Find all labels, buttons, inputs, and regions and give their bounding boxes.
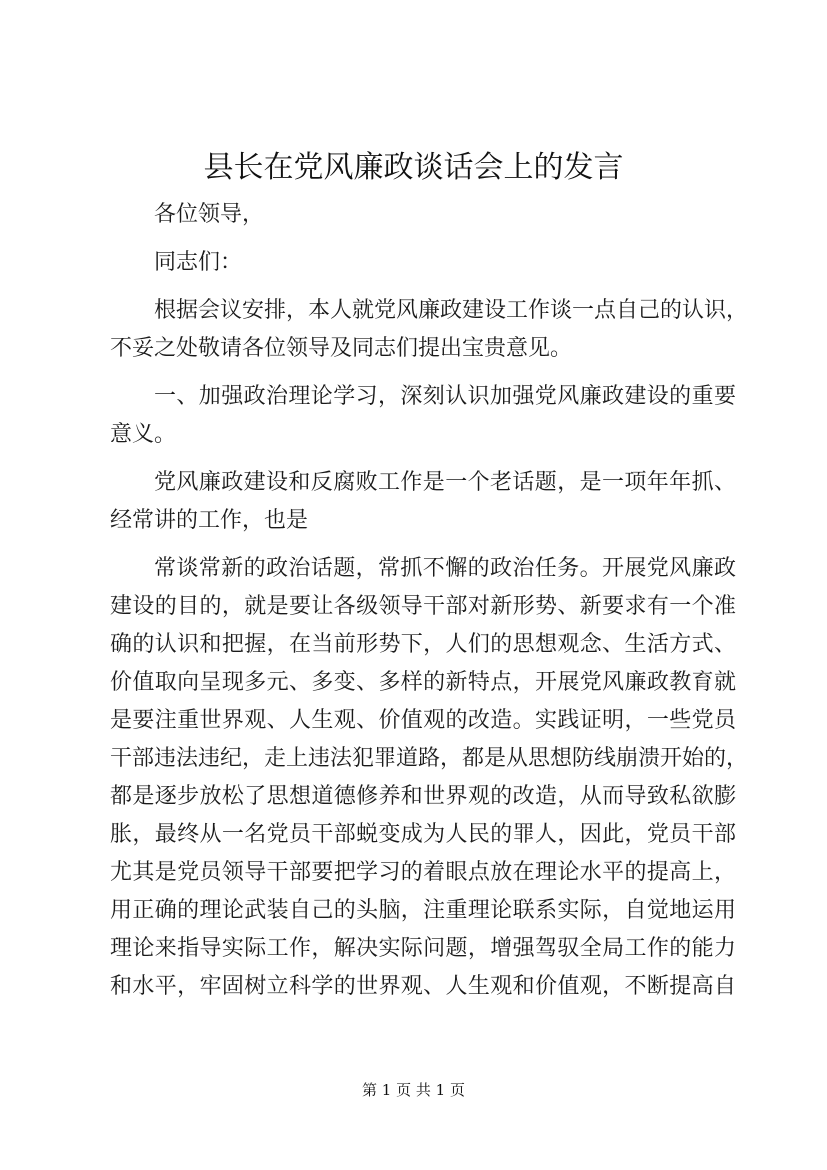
paragraph-line: 理论来指导实际工作，解决实际问题，增强驾驭全局工作的能力 <box>110 936 736 961</box>
paragraph-line: 经常讲的工作，也是 <box>110 508 309 533</box>
section-heading-line: 一、加强政治理论学习，深刻认识加强党风廉政建设的重要 <box>154 384 736 409</box>
paragraph-line: 干部违法违纪，走上违法犯罪道路，都是从思想防线崩溃开始的， <box>110 746 749 771</box>
salutation-leaders: 各位领导， <box>154 202 265 227</box>
paragraph-line: 尤其是党员领导干部要把学习的着眼点放在理论水平的提高上， <box>110 860 736 885</box>
salutation-comrades: 同志们： <box>154 250 243 275</box>
paragraph-line: 确的认识和把握，在当前形势下，人们的思想观念、生活方式、 <box>110 632 736 657</box>
paragraph-line: 根据会议安排，本人就党风廉政建设工作谈一点自己的认识， <box>154 298 749 323</box>
section-heading-line: 意义。 <box>110 422 177 447</box>
paragraph-line: 党风廉政建设和反腐败工作是一个老话题，是一项年年抓、 <box>154 470 736 495</box>
paragraph-line: 用正确的理论武装自己的头脑，注重理论联系实际，自觉地运用 <box>110 898 736 923</box>
paragraph-line: 和水平，牢固树立科学的世界观、人生观和价值观，不断提高自 <box>110 974 736 999</box>
page-number-footer: 第 1 页 共 1 页 <box>362 1081 465 1099</box>
paragraph-line: 都是逐步放松了思想道德修养和世界观的改造，从而导致私欲膨 <box>110 784 736 809</box>
paragraph-line: 不妥之处敬请各位领导及同志们提出宝贵意见。 <box>110 336 573 361</box>
document-body <box>110 196 749 1006</box>
paragraph-line: 建设的目的，就是要让各级领导干部对新形势、新要求有一个准 <box>110 594 736 619</box>
paragraph-line: 价值取向呈现多元、多变、多样的新特点，开展党风廉政教育就 <box>110 670 736 695</box>
paragraph-line: 是要注重世界观、人生观、价值观的改造。实践证明，一些党员 <box>110 708 736 733</box>
paragraph-line: 胀，最终从一名党员干部蜕变成为人民的罪人，因此，党员干部 <box>110 822 736 847</box>
paragraph-line: 常谈常新的政治话题，常抓不懈的政治任务。开展党风廉政 <box>154 556 736 581</box>
document-title: 县长在党风廉政谈话会上的发言 <box>203 150 624 185</box>
